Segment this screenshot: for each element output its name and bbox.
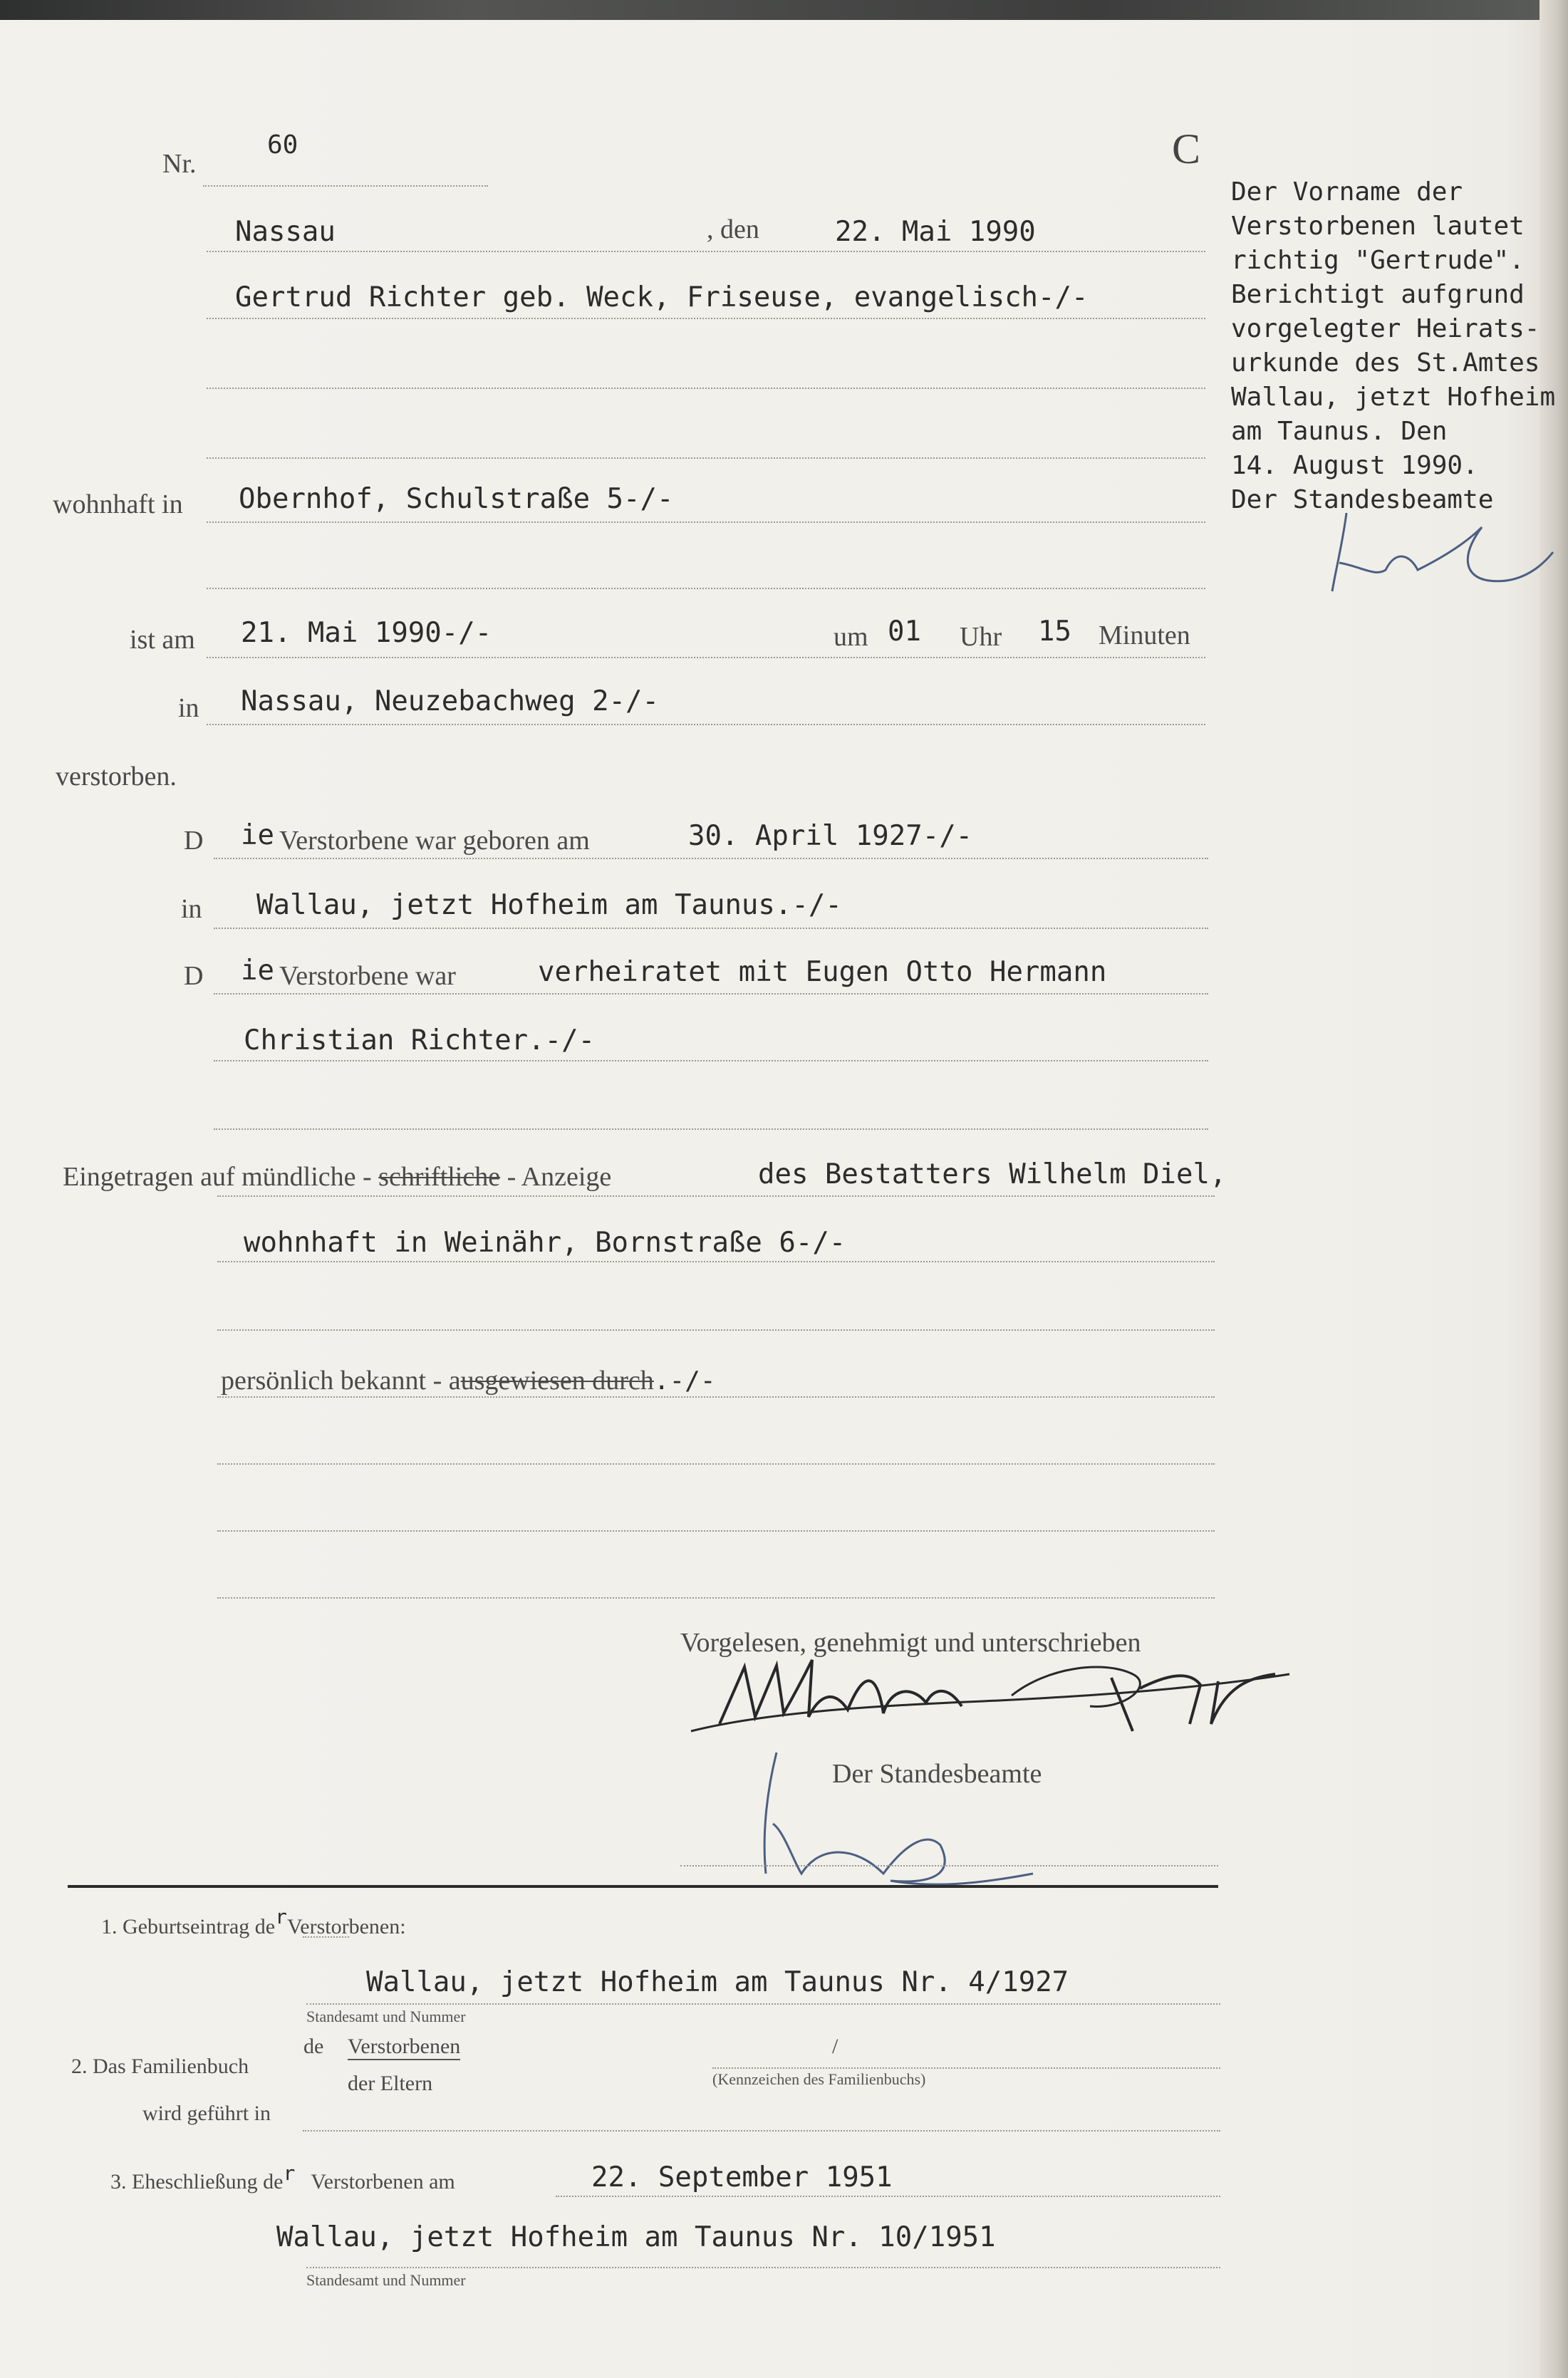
line-7 [207,657,1205,658]
birth-prefix-typed: ie [241,819,274,851]
line-13 [214,1128,1208,1130]
standesamt-label-1: Standesamt und Nummer [306,2008,466,2025]
residence-value: Obernhof, Schulstraße 5-/- [239,483,674,515]
footer-line-2 [712,2067,1220,2069]
line-14 [217,1195,1215,1197]
line-17 [217,1396,1215,1398]
footer-item1-typed: r [275,1905,287,1928]
footer-item2-eltern: der Eltern [348,2072,433,2095]
death-date: 21. Mai 1990-/- [241,617,492,649]
marital-prefix-d: D [184,961,204,991]
line-5 [207,521,1205,523]
line-12 [214,1060,1208,1061]
death-date-label: ist am [130,625,195,655]
line-6 [207,588,1205,589]
birth-place-label: in [181,894,202,924]
uhr-label: Uhr [960,622,1002,652]
registration-label [63,1161,611,1193]
registration-value-1: des Bestatters Wilhelm Diel, [758,1158,1227,1190]
informant-signature [677,1646,1297,1753]
known-end: .-/- [653,1366,716,1396]
footer-item2-de: de [303,2035,324,2058]
registration-label-struck: schriftliche [378,1162,501,1192]
line-19 [217,1530,1215,1532]
footer-line-5 [306,2267,1220,2268]
line-10 [214,928,1208,929]
death-place-label: in [178,693,199,723]
footer-line-4 [556,2196,1220,2197]
record-date: 22. Mai 1990 [835,216,1036,248]
nr-line [203,185,488,187]
death-hour: 01 [888,616,921,648]
footer-item2-label: 2. Das Familienbuch [71,2055,249,2078]
margin-signature [1318,499,1560,598]
line-9 [214,858,1208,859]
minuten-label: Minuten [1099,621,1190,650]
marital-value-2: Christian Richter.-/- [244,1024,596,1056]
read-approved-label: Vorgelesen, genehmigt und unterschrieben [680,1628,1141,1658]
line-2 [207,318,1205,319]
um-label: um [834,622,868,652]
death-minutes: 15 [1038,616,1071,648]
nr-value: 60 [267,130,298,160]
line-15 [217,1261,1215,1262]
marital-prefix-typed: ie [241,955,274,987]
footer-item2-verstorbenen: Verstorbenen [348,2035,460,2060]
footer-item1-dots [303,1936,349,1938]
kennzeichen-label: (Kennzeichen des Familienbuchs) [712,2070,926,2088]
line-3 [207,388,1205,389]
binder-strip [0,0,1568,20]
known-label: persönlich bekannt - a [221,1366,461,1396]
footer-divider [68,1885,1218,1888]
footer-item1-label [101,1905,406,1939]
marriage-date: 22. September 1951 [591,2161,893,2193]
died-label: verstorben. [56,762,177,791]
line-8 [207,724,1205,725]
line-20 [217,1597,1215,1599]
footer-item1-label-a: 1. Geburtseintrag de [101,1915,276,1938]
known-struck: usgewiesen durch [460,1366,654,1396]
footer-item3-label-b: Verstorbenen am [311,2170,455,2193]
registrar-label: Der Standesbeamte [832,1759,1042,1789]
registration-label-end: - Anzeige [507,1162,612,1192]
line-16 [217,1329,1215,1331]
footer-line-1 [306,2003,1220,2005]
person-line: Gertrud Richter geb. Weck, Friseuse, evangelisch-/- [235,281,1089,313]
residence-label: wohnhaft in [53,489,183,519]
registration-label-start: Eingetragen auf mündliche - [63,1162,372,1192]
corner-letter: C [1172,125,1201,172]
registrar-line [680,1865,1218,1866]
death-place: Nassau, Neuzebachweg 2-/- [241,685,659,717]
birth-date: 30. April 1927-/- [688,820,973,852]
footer-item1-label-b: Verstorbenen: [286,1915,406,1938]
footer-item1-value: Wallau, jetzt Hofheim am Taunus Nr. 4/1927 [366,1966,1069,1998]
marital-label: Verstorbene war [279,961,456,991]
footer-item2-slash: / [832,2035,838,2058]
birth-place: Wallau, jetzt Hofheim am Taunus.-/- [256,889,842,921]
nr-label: Nr. [162,149,197,179]
registration-value-2: wohnhaft in Weinähr, Bornstraße 6-/- [244,1227,846,1259]
footer-item3-typed: r [283,2161,296,2185]
footer-item3-label [110,2161,455,2194]
footer-item3-value: Wallau, jetzt Hofheim am Taunus Nr. 10/1951 [276,2221,996,2253]
line-4 [207,457,1205,459]
marital-value-1: verheiratet mit Eugen Otto Hermann [538,956,1107,988]
footer-item2-gefuehrt: wird geführt in [142,2102,271,2125]
footer-item3-label-a: 3. Eheschließung de [110,2170,284,2193]
footer-line-3 [303,2130,1220,2132]
known-line [221,1365,716,1396]
birth-label: Verstorbene war geboren am [279,826,590,856]
standesamt-label-2: Standesamt und Nummer [306,2271,466,2289]
den-label: , den [707,214,759,244]
line-11 [214,993,1208,995]
registrar-signature [734,1738,1047,1902]
line-1 [207,251,1205,252]
place-value: Nassau [235,216,336,248]
birth-prefix-d: D [184,826,204,856]
margin-note: Der Vorname der Verstorbenen lautet richtig "Gertrude". Berichtigt aufgrund vorgelegter Heirats- urkunde des St.Amtes Wallau, jetzt Hofheim am Taunus. Den 14. August 1990. Der Standesbeamte [1231,177,1556,514]
line-18 [217,1463,1215,1465]
